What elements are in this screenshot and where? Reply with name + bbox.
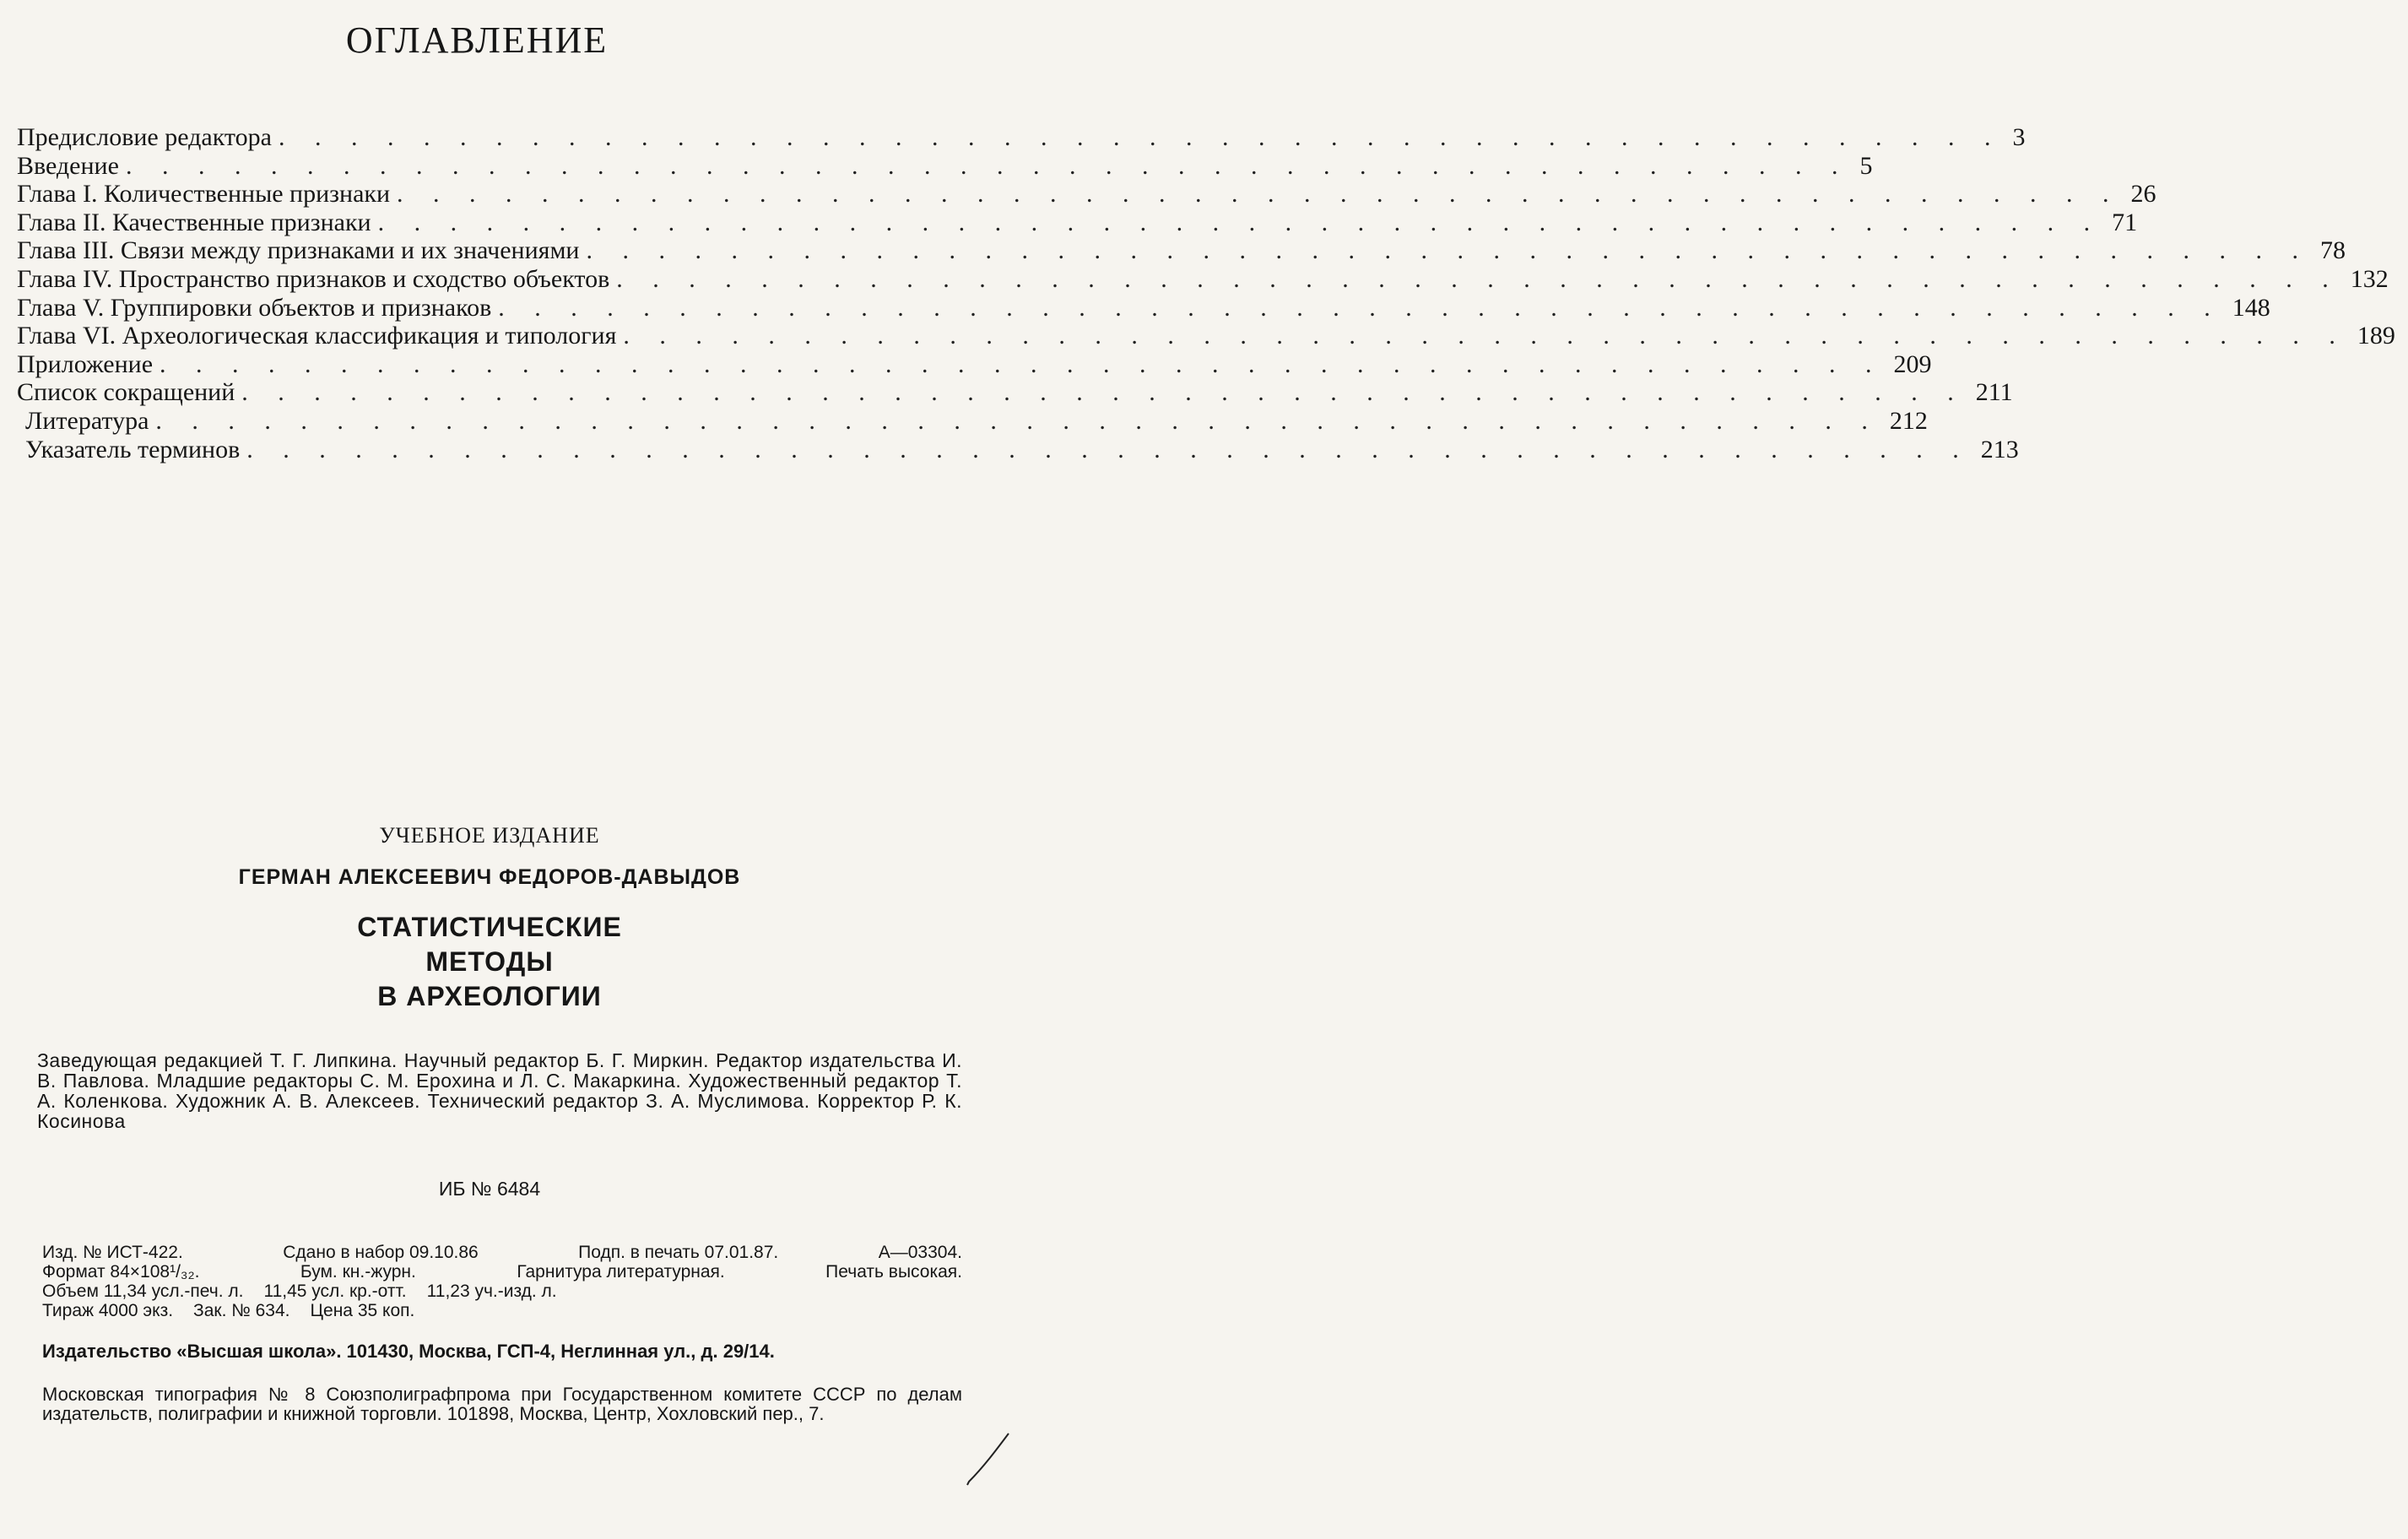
toc-entry-label: Указатель терминов [25,435,241,463]
toc-entry [17,435,2019,464]
toc-entry-label: Глава VI. Археологическая классификация и типология [17,322,617,350]
printing-details [42,1243,962,1320]
toc-entry-label: Глава I. Количественные признаки [17,180,391,209]
toc-entry-page: 189 [2357,322,2395,350]
toc-entry-page: 209 [1893,350,1932,378]
printing-field: 11,23 уч.-изд. л. [426,1282,557,1301]
toc-entry-label: Введение [17,151,119,180]
printing-field: Сдано в набор 09.10.86 [283,1243,479,1262]
toc-title: ОГЛАВЛЕНИЕ [345,19,609,61]
toc-entry-page: 5 [1859,151,1873,180]
toc-leader-dots: . . . . . . . . . . . . . . . . . . . . . . . . . . . . . . . . . . . . . . . . . . . . . . . . [246,435,1971,463]
toc-entry [17,378,2013,407]
printing-field: Гарнитура литературная. [517,1262,725,1282]
toc-leader-dots: . . . . . . . . . . . . . . . . . . . . . . . . . . . . . . . . . . . . . . . . . . . . . . . . [397,180,2121,209]
toc-entry-page: 213 [1980,435,2019,463]
printing-field: Объем 11,34 усл.-печ. л. [42,1282,244,1301]
toc-entry [17,123,2026,152]
printing-field: Печать высокая. [825,1262,962,1282]
toc-entry-page: 148 [2232,293,2270,322]
toc-entry [17,151,1873,181]
printing-line [42,1262,962,1282]
toc-entry [17,293,2270,322]
printing-field: 11,45 усл. кр.-отт. [263,1282,407,1301]
toc-entry-page: 212 [1889,406,1928,435]
toc-leader-dots: . . . . . . . . . . . . . . . . . . . . . . . . . . . . . . . . . . . . . . . . . . . . . . . . [586,236,2310,265]
toc-entry-page: 3 [2012,123,2026,151]
book-title-line: В АРХЕОЛОГИИ [377,981,602,1011]
printing-field: Подп. в печать 07.01.87. [578,1243,779,1262]
toc-entry-page: 211 [1975,378,2013,407]
printing-field: Цена 35 коп. [310,1301,415,1320]
toc-entry [17,236,2346,265]
toc-entry-label: Предисловие редактора [17,123,272,151]
toc-leader-dots: . . . . . . . . . . . . . . . . . . . . . . . . . . . . . . . . . . . . . . . . . . . . . . . . [377,208,2102,236]
toc-leader-dots: . . . . . . . . . . . . . . . . . . . . . . . . . . . . . . . . . . . . . . . . . . . . . . . . [160,350,1884,378]
printing-field: Изд. № ИСТ-422. [42,1243,183,1262]
book-title [0,910,979,1014]
printing-field: Формат 84×108¹/₃₂. [42,1262,200,1282]
printing-field: Зак. № 634. [193,1301,290,1320]
toc-entry [17,208,2138,237]
table-of-contents [17,123,2395,463]
toc-leader-dots: . . . . . . . . . . . . . . . . . . . . . . . . . . . . . . . . . . . . . . . . . . . . . . . . [155,406,1880,435]
toc-entry-label: Глава V. Группировки объектов и признаков [17,293,492,322]
toc-entry [17,406,1928,436]
toc-entry [17,180,2156,209]
printing-line [42,1282,962,1301]
toc-leader-dots: . . . . . . . . . . . . . . . . . . . . . . . . . . . . . . . . . . . . . . . . . . . . . . . . [616,264,2340,293]
toc-entry-label: Приложение [17,350,154,378]
toc-entry-label: Глава III. Связи между признаками и их значениями [17,236,580,265]
book-title-line: МЕТОДЫ [425,946,554,977]
publisher-address: Издательство «Высшая школа». 101430, Москва, ГСП-4, Неглинная ул., д. 29/14. [42,1341,775,1362]
toc-leader-dots: . . . . . . . . . . . . . . . . . . . . . . . . . . . . . . . . . . . . . . . . . . . . . . . . [623,322,2347,350]
toc-entry-label: Список сокращений [17,378,235,407]
toc-entry [17,322,2395,350]
toc-entry-page: 26 [2130,180,2156,209]
toc-leader-dots: . . . . . . . . . . . . . . . . . . . . . . . . . . . . . . . . . . . . . . . . . . . . . . . . [241,378,1966,407]
edition-type: УЧЕБНОЕ ИЗДАНИЕ [379,823,600,848]
book-title-line: СТАТИСТИЧЕСКИЕ [357,912,622,942]
toc-entry-page: 78 [2320,236,2346,265]
toc-leader-dots: . . . . . . . . . . . . . . . . . . . . . . . . . . . . . . . . . . . . . . . . . . . . . . . . [278,123,2003,151]
toc-entry-label: Глава IV. Пространство признаков и сходство объектов [17,264,610,293]
printing-line [42,1301,962,1320]
printing-line [42,1243,962,1262]
pen-stroke-mark [962,1429,1013,1505]
printing-field: Тираж 4000 экз. [42,1301,174,1320]
printing-house: Московская типография № 8 Союзполиграфпрома при Государственном комитете СССР по делам издательств, полиграфии и книжной торговли. 101898, Москва, Центр, Хохловский пер., 7. [42,1384,962,1424]
toc-leader-dots: . . . . . . . . . . . . . . . . . . . . . . . . . . . . . . . . . . . . . . . . . . . . . . . . [125,151,1850,180]
printing-field: А—03304. [878,1243,962,1262]
toc-entry-label: Литература [25,406,149,435]
toc-entry-page: 132 [2350,264,2389,293]
author-name: ГЕРМАН АЛЕКСЕЕВИЧ ФЕДОРОВ-ДАВЫДОВ [238,865,741,889]
toc-entry-page: 71 [2112,208,2138,236]
toc-entry [17,264,2389,294]
toc-leader-dots: . . . . . . . . . . . . . . . . . . . . . . . . . . . . . . . . . . . . . . . . . . . . . . . . [498,293,2222,322]
ib-number: ИБ № 6484 [438,1178,541,1200]
toc-entry-label: Глава II. Качественные признаки [17,208,371,236]
toc-entry [17,350,1932,379]
printing-field: Бум. кн.-журн. [300,1262,416,1282]
editorial-credits: Заведующая редакцией Т. Г. Липкина. Научный редактор Б. Г. Миркин. Редактор издательства И. В. Павлова. Младшие редакторы С. М. Ерохина и Л. С. Макаркина. Художественный редактор Т. А. Коленкова. Художник А. В. Алексеев. Технический редактор З. А. Муслимова. Корректор Р. К. Косинова [37,1049,962,1132]
